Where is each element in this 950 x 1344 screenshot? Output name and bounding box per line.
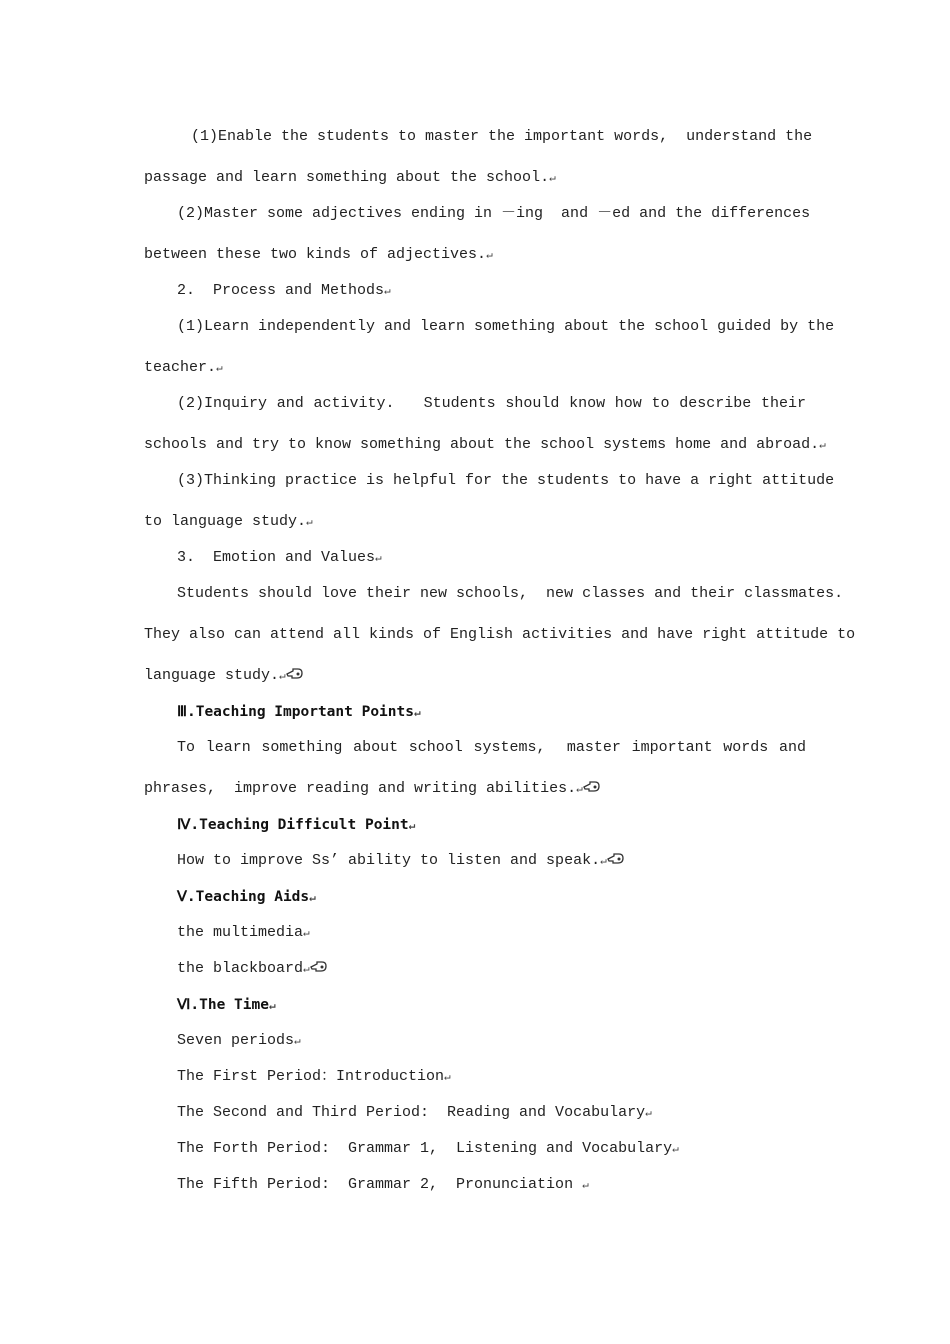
paragraph-mark: ↵ xyxy=(576,784,582,796)
pointing-hand-icon xyxy=(583,781,601,793)
paragraph-mark: ↵ xyxy=(303,964,309,976)
paragraph-mark: ↵ xyxy=(294,1036,300,1048)
text-line-3: (2)Master some adjectives ending in －ing and －ed and the differences xyxy=(177,205,811,222)
paragraph-mark: ↵ xyxy=(486,250,492,262)
text-line-13: Students should love their new schools, new classes and their classmates. xyxy=(177,585,844,602)
text-line-15: language study.↵ xyxy=(144,667,304,686)
paragraph-mark: ↵ xyxy=(375,553,381,565)
text-line-9: schools and try to know something about the school systems home and abroad.↵ xyxy=(144,436,825,453)
text-line-12: 3. Emotion and Values↵ xyxy=(177,549,381,566)
paragraph-mark: ↵ xyxy=(303,928,309,940)
text-line-29: The Fifth Period: Grammar 2, Pronunciation ↵ xyxy=(177,1176,588,1193)
section-heading-6: Ⅵ.The Time↵ xyxy=(177,997,275,1013)
paragraph-mark: ↵ xyxy=(306,517,312,529)
pointing-hand-icon xyxy=(286,668,304,680)
paragraph-mark: ↵ xyxy=(819,440,825,452)
section-heading-4: Ⅳ.Teaching Difficult Point↵ xyxy=(177,817,415,833)
paragraph-mark: ↵ xyxy=(408,819,415,832)
text-line-22: the multimedia↵ xyxy=(177,924,309,941)
paragraph-mark: ↵ xyxy=(645,1108,651,1120)
pointing-hand-icon xyxy=(310,961,328,973)
section-heading-3: Ⅲ.Teaching Important Points↵ xyxy=(177,704,420,720)
text-line-18: phrases, improve reading and writing abilities.↵ xyxy=(144,780,601,799)
text-line-17: To learn something about school systems, master important words and xyxy=(177,739,806,756)
text-line-25: Seven periods↵ xyxy=(177,1032,300,1049)
paragraph-mark: ↵ xyxy=(672,1144,678,1156)
paragraph-mark: ↵ xyxy=(279,671,285,683)
paragraph-mark: ↵ xyxy=(216,363,222,375)
text-line-4: between these two kinds of adjectives.↵ xyxy=(144,246,492,263)
text-line-23: the blackboard↵ xyxy=(177,960,328,979)
text-line-2: passage and learn something about the school.↵ xyxy=(144,169,555,186)
paragraph-mark: ↵ xyxy=(444,1072,450,1084)
text-line-8: (2)Inquiry and activity. Students should know how to describe their xyxy=(177,395,806,412)
pointing-hand-icon xyxy=(607,853,625,865)
paragraph-mark: ↵ xyxy=(600,856,606,868)
text-line-6: (1)Learn independently and learn something about the school guided by the xyxy=(177,318,835,335)
text-line-10: (3)Thinking practice is helpful for the students to have a right attitude xyxy=(177,472,835,489)
paragraph-mark: ↵ xyxy=(309,891,315,904)
text-line-27: The Second and Third Period: Reading and Vocabulary↵ xyxy=(177,1104,651,1121)
section-heading-5: Ⅴ.Teaching Aids↵ xyxy=(177,889,315,905)
paragraph-mark: ↵ xyxy=(413,706,420,719)
paragraph-mark: ↵ xyxy=(268,999,275,1012)
text-line-7: teacher.↵ xyxy=(144,359,222,376)
paragraph-mark: ↵ xyxy=(582,1180,588,1192)
text-line-14: They also can attend all kinds of English activities and have right attitude to xyxy=(144,626,856,643)
text-line-1: (1)Enable the students to master the important words, understand the xyxy=(191,128,813,145)
text-line-11: to language study.↵ xyxy=(144,513,312,530)
text-line-5: 2. Process and Methods↵ xyxy=(177,282,390,299)
paragraph-mark: ↵ xyxy=(384,286,390,298)
paragraph-mark: ↵ xyxy=(549,173,555,185)
text-line-26: The First Period：Introduction↵ xyxy=(177,1068,450,1085)
text-line-28: The Forth Period: Grammar 1, Listening and Vocabulary↵ xyxy=(177,1140,678,1157)
text-line-20: How to improve Ss’ ability to listen and speak.↵ xyxy=(177,852,625,871)
